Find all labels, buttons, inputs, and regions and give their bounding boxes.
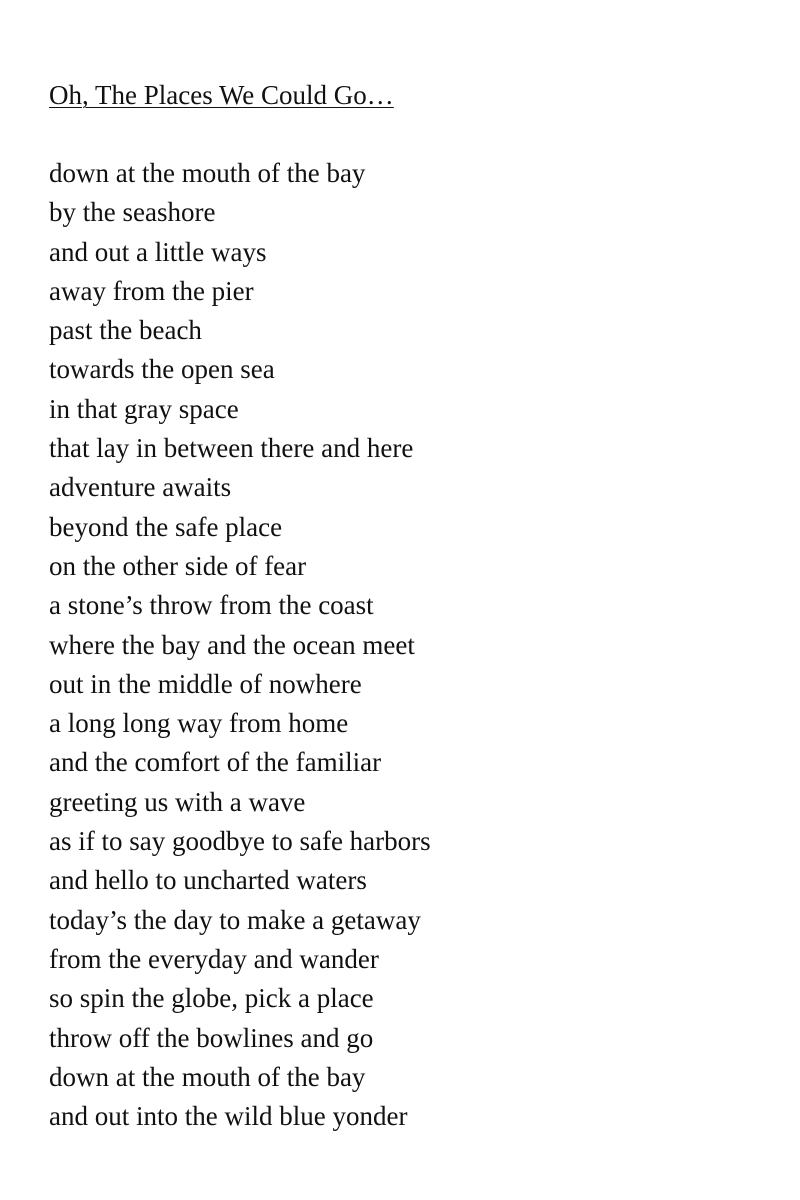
poem-line: out in the middle of nowhere (49, 668, 362, 699)
poem-line: down at the mouth of the bay (49, 158, 366, 188)
poem-line: so spin the globe, pick a place (49, 983, 374, 1014)
poem-line: past the beach (49, 315, 202, 346)
poem-line: as if to say goodbye to safe harbors (49, 826, 431, 857)
poem-line: by the seashore (49, 197, 216, 228)
poem-line: where the bay and the ocean meet (49, 629, 415, 660)
poem-title: Oh, The Places We Could Go… (49, 80, 394, 110)
poem-line: down at the mouth of the bay (49, 1061, 366, 1092)
poem-line: in that gray space (49, 393, 239, 424)
poem-page (49, 76, 769, 1136)
poem-line: throw off the bowlines and go (49, 1022, 374, 1053)
poem-line: today’s the day to make a getaway (49, 904, 421, 935)
poem-line: towards the open sea (49, 354, 275, 385)
poem-line: on the other side of fear (49, 550, 307, 581)
poem-body (49, 154, 769, 1136)
poem-line: that lay in between there and here (49, 433, 414, 464)
poem-line: away from the pier (49, 275, 254, 306)
poem-line: and out into the wild blue yonder (49, 1101, 408, 1132)
poem-line: greeting us with a wave (49, 786, 306, 817)
poem-line: and hello to uncharted waters (49, 865, 367, 896)
poem-line: a stone’s throw from the coast (49, 590, 374, 621)
poem-line: beyond the safe place (49, 511, 283, 542)
poem-line: and the comfort of the familiar (49, 747, 382, 778)
poem-line: a long long way from home (49, 708, 349, 739)
poem-line: from the everyday and wander (49, 943, 379, 974)
poem-line: and out a little ways (49, 236, 267, 267)
poem-line: adventure awaits (49, 472, 232, 503)
